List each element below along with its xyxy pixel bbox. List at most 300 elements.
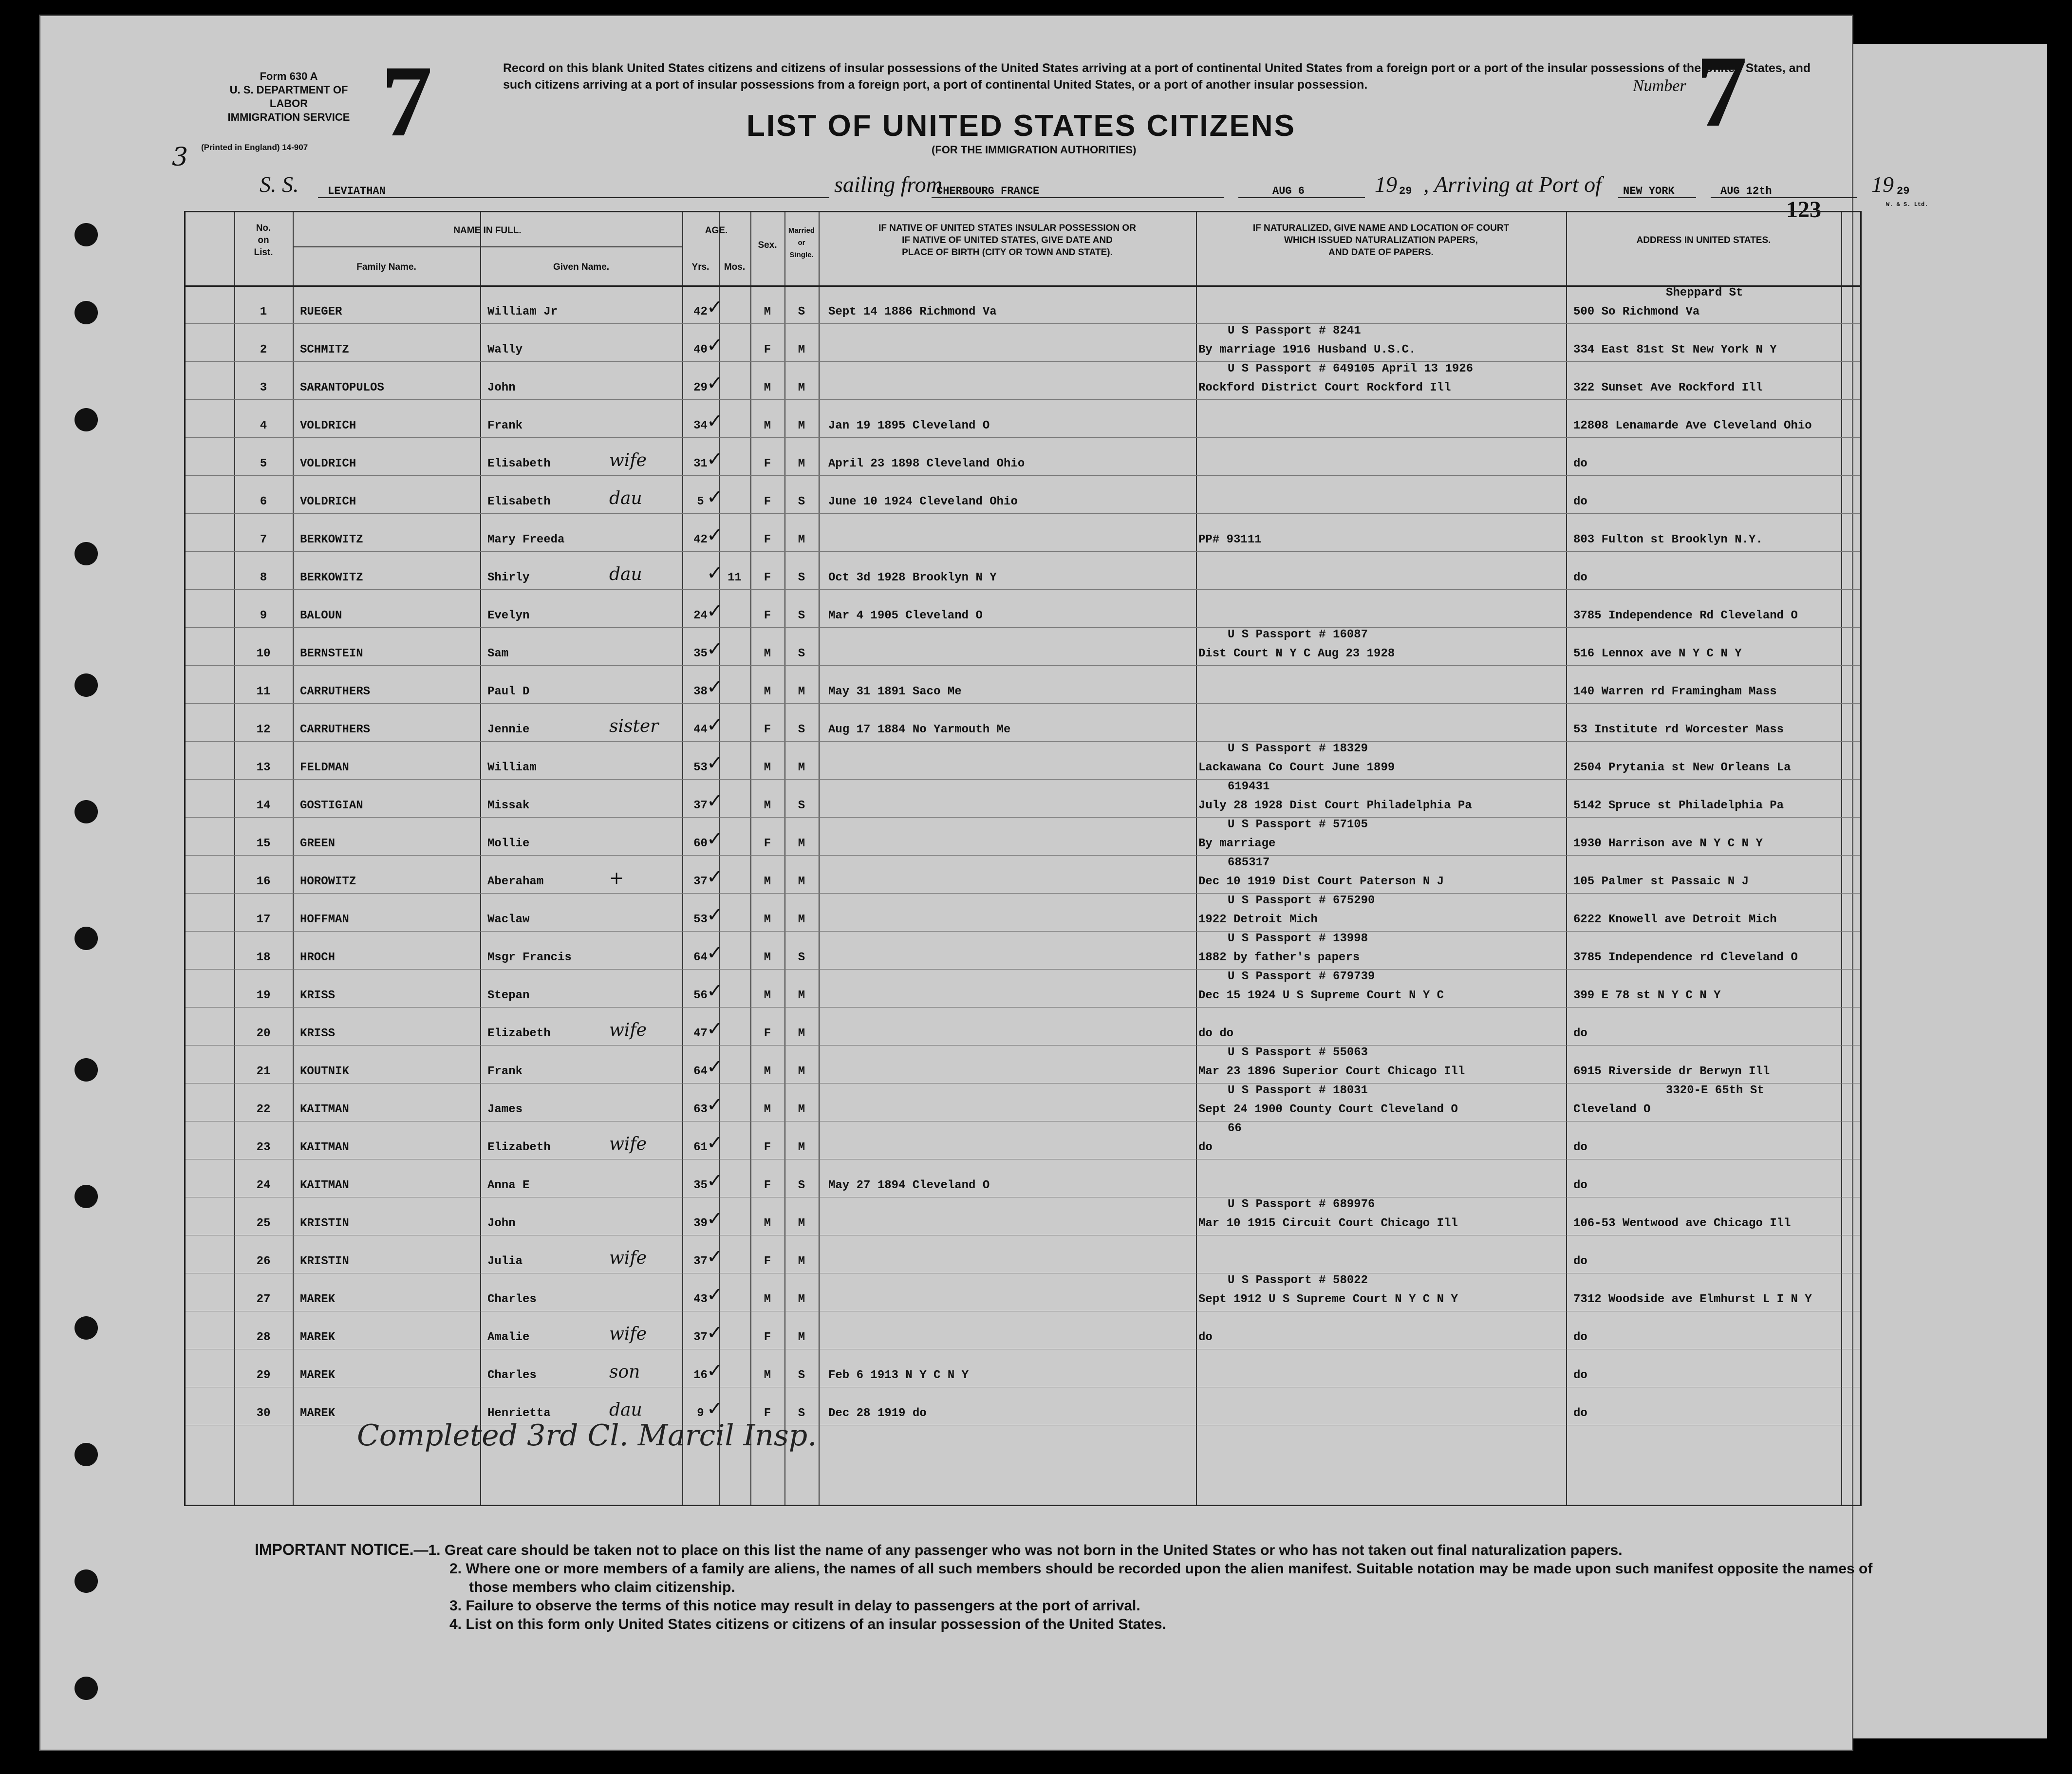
cell-ms: S: [798, 723, 805, 736]
cell-ms: M: [798, 837, 805, 850]
cell-family: VOLDRICH: [300, 495, 356, 508]
binder-hole: [75, 673, 98, 697]
cell-yrs: 63: [693, 1103, 708, 1116]
cell-no: 10: [256, 647, 271, 660]
cell-ms: M: [798, 913, 805, 926]
important-notice: [255, 1540, 1876, 1634]
notice-item-4: 4. List on this form only United States citizens or citizens of an insular possession of the United States.: [449, 1616, 1166, 1632]
binder-hole: [75, 1185, 98, 1208]
table-row: [186, 323, 1860, 361]
cell-given: Elisabeth: [487, 457, 551, 470]
cell-note: dau: [609, 488, 642, 508]
cell-ms: S: [798, 647, 805, 660]
printed-note: (Printed in England) 14-907: [201, 143, 308, 152]
cell-sex: F: [764, 457, 771, 470]
cell-ms: S: [798, 951, 805, 964]
cell-given: Jennie: [487, 723, 530, 736]
table-row: [186, 1273, 1860, 1311]
binder-hole: [75, 1443, 98, 1466]
checkmark-icon: ✓: [707, 1398, 723, 1420]
cell-birth: Jan 19 1895 Cleveland O: [828, 419, 990, 432]
cell-nat1: U S Passport # 689976: [1228, 1198, 1375, 1211]
cell-addr2: do: [1573, 1369, 1587, 1382]
cell-sex: M: [764, 799, 771, 812]
cell-family: KRISTIN: [300, 1255, 349, 1268]
cell-yrs: 37: [693, 875, 708, 888]
cell-yrs: 60: [693, 837, 708, 850]
cell-note: dau: [609, 1400, 642, 1420]
checkmark-icon: ✓: [707, 942, 723, 964]
cell-family: MAREK: [300, 1369, 336, 1382]
col-no: No. on List.: [254, 223, 273, 258]
cell-no: 1: [260, 305, 267, 318]
arriving-label: , Arriving at Port of: [1423, 172, 1602, 197]
cell-addr2: do: [1573, 1027, 1587, 1040]
cell-ms: M: [798, 1141, 805, 1154]
cell-birth: May 31 1891 Saco Me: [828, 685, 962, 698]
table-row: [186, 551, 1860, 589]
checkmark-icon: ✓: [707, 296, 723, 318]
cell-family: MAREK: [300, 1407, 336, 1420]
checkmark-icon: ✓: [707, 1360, 723, 1382]
cell-sex: F: [764, 1141, 771, 1154]
checkmark-icon: ✓: [707, 1132, 723, 1154]
col-sex: Sex.: [758, 240, 777, 250]
binder-hole: [75, 1058, 98, 1082]
table-row: [186, 399, 1860, 437]
cell-sex: M: [764, 913, 771, 926]
cell-ms: M: [798, 533, 805, 546]
notice-item-1: —1. Great care should be taken not to place on this list the name of any passenger who was not born in the United States or who has not taken out final naturalization papers.: [413, 1542, 1623, 1558]
cell-given: James: [487, 1103, 523, 1116]
cell-given: Mary Freeda: [487, 533, 565, 546]
cell-no: 9: [260, 609, 267, 622]
cell-addr2: 3785 Independence Rd Cleveland O: [1573, 609, 1798, 622]
year-label: 19: [1375, 172, 1397, 197]
checkmark-icon: ✓: [707, 1284, 723, 1306]
ship-name: LEVIATHAN: [328, 185, 386, 197]
cell-given: Frank: [487, 1065, 523, 1078]
cell-given: John: [487, 1217, 516, 1230]
cell-ms: M: [798, 875, 805, 888]
table-row: [186, 589, 1860, 627]
cell-addr2: do: [1573, 1179, 1587, 1192]
cell-no: 18: [256, 951, 271, 964]
cell-no: 11: [256, 685, 271, 698]
cell-sex: F: [764, 723, 771, 736]
cell-family: BERKOWITZ: [300, 571, 363, 584]
cell-sex: M: [764, 951, 771, 964]
cell-nat1: 619431: [1228, 780, 1270, 793]
cell-no: 24: [256, 1179, 271, 1192]
cell-ms: M: [798, 1293, 805, 1306]
table-row: [186, 665, 1860, 703]
cell-nat2: Mar 23 1896 Superior Court Chicago Ill: [1198, 1065, 1465, 1078]
cell-ms: S: [798, 495, 805, 508]
cell-addr2: 334 East 81st St New York N Y: [1573, 343, 1777, 356]
cell-no: 8: [260, 571, 267, 584]
cell-family: VOLDRICH: [300, 457, 356, 470]
cell-note: wife: [609, 1134, 647, 1154]
checkmark-icon: ✓: [707, 1170, 723, 1192]
cell-nat2: do do: [1198, 1027, 1234, 1040]
voyage-line: [260, 167, 1928, 208]
table-row: [186, 1159, 1860, 1197]
cell-note: sister: [609, 716, 659, 736]
cell-family: MAREK: [300, 1293, 336, 1306]
cell-nat2: PP# 93111: [1198, 533, 1262, 546]
checkmark-icon: ✓: [707, 676, 723, 698]
checkmark-icon: ✓: [707, 372, 723, 394]
checkmark-icon: ✓: [707, 638, 723, 660]
cell-ms: M: [798, 1027, 805, 1040]
cell-given: Shirly: [487, 571, 530, 584]
cell-yrs: 40: [693, 343, 708, 356]
cell-family: CARRUTHERS: [300, 685, 371, 698]
cell-no: 12: [256, 723, 271, 736]
col-birth: IF NATIVE OF UNITED STATES INSULAR POSSESSION OR IF NATIVE OF UNITED STATES, GIVE DATE AND PLACE OF BIRTH (CITY OR TOWN AND STATE).: [878, 223, 1136, 258]
margin-mark: 3: [172, 143, 188, 172]
cell-ms: M: [798, 761, 805, 774]
cell-nat2: Rockford District Court Rockford Ill: [1198, 381, 1451, 394]
cell-given: Paul D: [487, 685, 530, 698]
cell-addr2: do: [1573, 1255, 1587, 1268]
cell-nat2: By marriage: [1198, 837, 1276, 850]
cell-nat1: U S Passport # 649105 April 13 1926: [1228, 362, 1474, 375]
checkmark-icon: ✓: [707, 1208, 723, 1230]
binder-hole: [75, 301, 98, 324]
cell-birth: Dec 28 1919 do: [828, 1407, 927, 1420]
ss-label: S. S.: [260, 172, 299, 197]
col-address: ADDRESS IN UNITED STATES.: [1636, 235, 1771, 245]
cell-given: Aberaham: [487, 875, 544, 888]
cell-sex: M: [764, 1369, 771, 1382]
table-row: [186, 1121, 1860, 1159]
cell-yrs: 37: [693, 1255, 708, 1268]
notice-item-2: 2. Where one or more members of a family are aliens, the names of all such members should be recorded upon the alien manifest. Suitable notation may be made upon such manifest opposite the names of those members who claim citizenship.: [449, 1561, 1873, 1595]
cell-no: 25: [256, 1217, 271, 1230]
cell-addr2: 5142 Spruce st Philadelphia Pa: [1573, 799, 1784, 812]
cell-yrs: 29: [693, 381, 708, 394]
table-row: [186, 1083, 1860, 1121]
cell-nat2: By marriage 1916 Husband U.S.C.: [1198, 343, 1416, 356]
table-row: [186, 1349, 1860, 1387]
cell-addr2: 3785 Independence rd Cleveland O: [1573, 951, 1798, 964]
cell-yrs: 5: [697, 495, 704, 508]
cell-addr2: 12808 Lenamarde Ave Cleveland Ohio: [1573, 419, 1812, 432]
cell-given: Henrietta: [487, 1407, 551, 1420]
cell-note: wife: [609, 1324, 647, 1344]
cell-ms: S: [798, 571, 805, 584]
table-row: [186, 437, 1860, 475]
cell-mos: 11: [728, 571, 742, 584]
cell-nat2: Sept 24 1900 County Court Cleveland O: [1198, 1103, 1458, 1116]
cell-nat2: do: [1198, 1141, 1213, 1154]
checkmark-icon: ✓: [707, 866, 723, 888]
cell-addr2: 106-53 Wentwood ave Chicago Ill: [1573, 1217, 1791, 1230]
cell-sex: M: [764, 1217, 771, 1230]
cell-sex: F: [764, 609, 771, 622]
binder-hole: [75, 542, 98, 565]
sailing-label: sailing from: [834, 172, 942, 197]
table-row: [186, 741, 1860, 779]
cell-family: BERNSTEIN: [300, 647, 363, 660]
cell-yrs: 53: [693, 761, 708, 774]
cell-yrs: 35: [693, 1179, 708, 1192]
checkmark-icon: ✓: [707, 1018, 723, 1040]
arrival-date: AUG 12th: [1720, 185, 1772, 197]
cell-ms: M: [798, 1331, 805, 1344]
cell-no: 23: [256, 1141, 271, 1154]
table-row: [186, 1311, 1860, 1349]
table-row: [186, 1235, 1860, 1273]
cell-birth: May 27 1894 Cleveland O: [828, 1179, 990, 1192]
cell-addr2: 322 Sunset Ave Rockford Ill: [1573, 381, 1763, 394]
page-title: LIST OF UNITED STATES CITIZENS: [747, 109, 1296, 143]
binder-hole: [75, 927, 98, 950]
sail-year: 29: [1399, 185, 1412, 197]
cell-nat1: U S Passport # 57105: [1228, 818, 1368, 831]
checkmark-icon: ✓: [707, 980, 723, 1002]
cell-family: KRISS: [300, 1027, 336, 1040]
cell-ms: M: [798, 685, 805, 698]
cell-family: HOROWITZ: [300, 875, 356, 888]
cell-given: Julia: [487, 1255, 523, 1268]
cell-family: KRISS: [300, 989, 336, 1002]
cell-given: John: [487, 381, 516, 394]
col-yrs: Yrs.: [691, 262, 709, 272]
cell-no: 27: [256, 1293, 271, 1306]
checkmark-icon: ✓: [707, 486, 723, 508]
table-row: [186, 893, 1860, 931]
cell-sex: M: [764, 1293, 771, 1306]
number-value: 7: [1696, 35, 1747, 148]
cell-no: 26: [256, 1255, 271, 1268]
cell-note: wife: [609, 1020, 647, 1040]
year-label-2: 19: [1871, 172, 1894, 197]
cell-ms: M: [798, 1217, 805, 1230]
cell-addr2: 399 E 78 st N Y C N Y: [1573, 989, 1721, 1002]
manifest-table: [184, 211, 1862, 1506]
cell-family: SCHMITZ: [300, 343, 349, 356]
cell-yrs: 37: [693, 1331, 708, 1344]
cell-nat1: 685317: [1228, 856, 1270, 869]
table-row: [186, 1045, 1860, 1083]
page-number: 123: [1786, 197, 1821, 223]
cell-sex: F: [764, 495, 771, 508]
cell-nat2: 1882 by father's papers: [1198, 951, 1360, 964]
cell-ms: S: [798, 799, 805, 812]
cell-nat1: U S Passport # 8241: [1228, 324, 1361, 337]
cell-note: +: [609, 868, 624, 888]
cell-family: BALOUN: [300, 609, 342, 622]
cell-family: KAITMAN: [300, 1103, 349, 1116]
cell-given: Anna E: [487, 1179, 530, 1192]
cell-yrs: 64: [693, 951, 708, 964]
cell-birth: April 23 1898 Cleveland Ohio: [828, 457, 1025, 470]
cell-no: 14: [256, 799, 271, 812]
cell-ms: M: [798, 381, 805, 394]
cell-note: wife: [609, 1248, 647, 1268]
table-row: [186, 1197, 1860, 1235]
checkmark-icon: ✓: [707, 1246, 723, 1268]
cell-nat1: U S Passport # 13998: [1228, 932, 1368, 945]
cell-birth: Mar 4 1905 Cleveland O: [828, 609, 983, 622]
cell-no: 13: [256, 761, 271, 774]
cell-yrs: 38: [693, 685, 708, 698]
cell-addr2: 105 Palmer st Passaic N J: [1573, 875, 1749, 888]
cell-nat2: Dist Court N Y C Aug 23 1928: [1198, 647, 1395, 660]
cell-family: GOSTIGIAN: [300, 799, 363, 812]
cell-ms: S: [798, 1407, 805, 1420]
list-number: 7: [381, 45, 432, 158]
cell-nat2: July 28 1928 Dist Court Philadelphia Pa: [1198, 799, 1472, 812]
cell-sex: M: [764, 685, 771, 698]
cell-yrs: 44: [693, 723, 708, 736]
cell-addr2: do: [1573, 457, 1587, 470]
number-label: Number: [1633, 77, 1686, 95]
cell-birth: Sept 14 1886 Richmond Va: [828, 305, 997, 318]
page-subtitle: (FOR THE IMMIGRATION AUTHORITIES): [932, 144, 1137, 156]
cell-sex: F: [764, 343, 771, 356]
cell-addr2: 500 So Richmond Va: [1573, 305, 1700, 318]
cell-given: Missak: [487, 799, 530, 812]
cell-given: Charles: [487, 1293, 537, 1306]
cell-birth: Oct 3d 1928 Brooklyn N Y: [828, 571, 997, 584]
cell-addr2: 1930 Harrison ave N Y C N Y: [1573, 837, 1763, 850]
cell-addr2: 6915 Riverside dr Berwyn Ill: [1573, 1065, 1770, 1078]
cell-ms: M: [798, 989, 805, 1002]
cell-nat2: Sept 1912 U S Supreme Court N Y C N Y: [1198, 1293, 1458, 1306]
cell-addr2: 803 Fulton st Brooklyn N.Y.: [1573, 533, 1763, 546]
cell-given: Elizabeth: [487, 1027, 551, 1040]
cell-ms: M: [798, 1255, 805, 1268]
cell-note: dau: [609, 564, 642, 584]
cell-sex: M: [764, 989, 771, 1002]
table-row: [186, 475, 1860, 513]
cell-sex: M: [764, 1065, 771, 1078]
cell-nat1: 66: [1228, 1122, 1242, 1135]
form-number: Form 630 A U. S. DEPARTMENT OF LABOR IMMIGRATION SERVICE: [227, 70, 350, 123]
table-row: [186, 361, 1860, 399]
underlying-page: [1841, 44, 2047, 1738]
arrival-year: 29: [1897, 185, 1910, 197]
cell-no: 16: [256, 875, 271, 888]
table-row: [186, 285, 1860, 323]
cell-no: 2: [260, 343, 267, 356]
cell-no: 15: [256, 837, 271, 850]
cell-addr2: Cleveland O: [1573, 1103, 1651, 1116]
cell-ms: S: [798, 305, 805, 318]
checkmark-icon: ✓: [707, 524, 723, 546]
cell-sex: F: [764, 837, 771, 850]
cell-no: 19: [256, 989, 271, 1002]
table-row: [186, 855, 1860, 893]
cell-sex: M: [764, 305, 771, 318]
cell-given: Msgr Francis: [487, 951, 572, 964]
cell-sex: F: [764, 1407, 771, 1420]
cell-addr2: 516 Lennox ave N Y C N Y: [1573, 647, 1742, 660]
cell-ms: S: [798, 1179, 805, 1192]
cell-nat2: Mar 10 1915 Circuit Court Chicago Ill: [1198, 1217, 1458, 1230]
cell-addr1: Sheppard St: [1666, 286, 1743, 299]
form-instructions: Record on this blank United States citizens and citizens of insular possessions of the United States arriving at a port of continental United States from a foreign port or a port of the insular possessions of the United States, and such citizens arriving at a port of insular possessions from a foreign port, a port of continental United States, or a port of another insular possession.: [503, 61, 1811, 92]
cell-addr2: 140 Warren rd Framingham Mass: [1573, 685, 1777, 698]
checkmark-icon: ✓: [707, 752, 723, 774]
cell-no: 17: [256, 913, 271, 926]
cell-yrs: 42: [693, 533, 708, 546]
cell-given: Stepan: [487, 989, 530, 1002]
cell-family: RUEGER: [300, 305, 342, 318]
cell-given: Amalie: [487, 1331, 530, 1344]
cell-ms: S: [798, 609, 805, 622]
table-row: [186, 1007, 1860, 1045]
cell-no: 7: [260, 533, 267, 546]
cell-nat2: Dec 10 1919 Dist Court Paterson N J: [1198, 875, 1444, 888]
cell-sex: F: [764, 1255, 771, 1268]
cell-yrs: 37: [693, 799, 708, 812]
binder-hole: [75, 223, 98, 246]
col-naturalized: IF NATURALIZED, GIVE NAME AND LOCATION OF COURT WHICH ISSUED NATURALIZATION PAPERS, AND DATE OF PAPERS.: [1252, 223, 1510, 258]
cell-addr2: do: [1573, 1407, 1587, 1420]
binder-hole: [75, 800, 98, 823]
col-married: Married or Single.: [788, 226, 815, 259]
cell-sex: M: [764, 761, 771, 774]
col-name: NAME IN FULL.: [453, 225, 522, 236]
cell-sex: F: [764, 1179, 771, 1192]
checkmark-icon: ✓: [707, 448, 723, 470]
binder-hole: [75, 1316, 98, 1340]
cell-family: KOUTNIK: [300, 1065, 349, 1078]
checkmark-icon: ✓: [707, 1056, 723, 1078]
cell-addr2: 2504 Prytania st New Orleans La: [1573, 761, 1791, 774]
cell-given: Frank: [487, 419, 523, 432]
cell-no: 5: [260, 457, 267, 470]
table-row: [186, 969, 1860, 1007]
col-family: Family Name.: [356, 262, 416, 272]
checkmark-icon: ✓: [707, 714, 723, 736]
cell-nat1: U S Passport # 58022: [1228, 1274, 1368, 1287]
cell-family: KRISTIN: [300, 1217, 349, 1230]
cell-yrs: 43: [693, 1293, 708, 1306]
cell-sex: F: [764, 1331, 771, 1344]
cell-given: Charles: [487, 1369, 537, 1382]
cell-ms: M: [798, 343, 805, 356]
cell-given: Mollie: [487, 837, 530, 850]
cell-ms: M: [798, 457, 805, 470]
cell-yrs: 16: [693, 1369, 708, 1382]
cell-nat1: U S Passport # 55063: [1228, 1046, 1368, 1059]
cell-note: son: [609, 1362, 640, 1382]
binder-hole: [75, 1569, 98, 1593]
cell-addr2: 6222 Knowell ave Detroit Mich: [1573, 913, 1777, 926]
cell-no: 21: [256, 1065, 271, 1078]
cell-ms: M: [798, 1103, 805, 1116]
checkmark-icon: ✓: [707, 600, 723, 622]
cell-sex: M: [764, 381, 771, 394]
col-mos: Mos.: [724, 262, 746, 272]
cell-family: KAITMAN: [300, 1141, 349, 1154]
cell-given: Wally: [487, 343, 523, 356]
col-age: AGE.: [705, 225, 728, 236]
cell-given: Sam: [487, 647, 509, 660]
cell-no: 4: [260, 419, 267, 432]
cell-addr1: 3320-E 65th St: [1666, 1084, 1764, 1097]
cell-nat1: U S Passport # 16087: [1228, 628, 1368, 641]
cell-no: 3: [260, 381, 267, 394]
binder-hole: [75, 408, 98, 431]
printer-mark: W. & S. Ltd.: [1886, 201, 1928, 208]
